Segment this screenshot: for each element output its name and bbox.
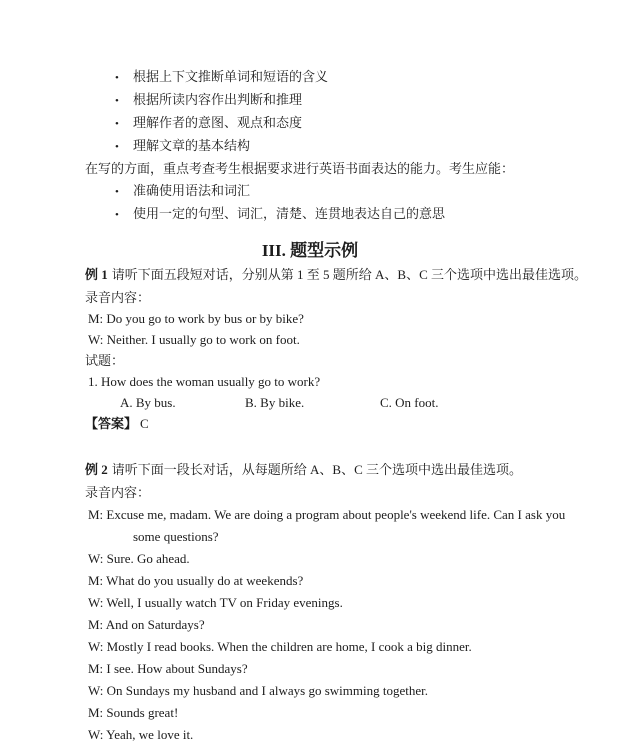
list-item xyxy=(115,203,620,226)
bullet-icon: • xyxy=(115,186,119,198)
example2-heading xyxy=(85,458,620,482)
list-item xyxy=(115,135,620,158)
answer-label: 【答案】 xyxy=(85,416,138,431)
option-c: C. On foot. xyxy=(380,395,439,410)
answer-value: C xyxy=(140,416,149,431)
dialogue-line: M: I see. How about Sundays? xyxy=(88,661,248,676)
bullet-text: 理解文章的基本结构 xyxy=(133,138,251,153)
example1-instruction: 请听下面五段短对话，分别从第 1 至 5 题所给 A、B、C 三个选项中选出最佳选项。 xyxy=(111,267,587,282)
writing-skills-list xyxy=(0,180,620,226)
option-b: B. By bike. xyxy=(245,395,305,410)
example1-options-row xyxy=(0,392,620,413)
list-item xyxy=(115,180,620,203)
dialogue-line: M: And on Saturdays? xyxy=(88,617,205,632)
dialogue-line: M: Do you go to work by bus or by bike? xyxy=(88,311,304,326)
example2-instruction: 请听下面一段长对话，从每题所给 A、B、C 三个选项中选出最佳选项。 xyxy=(111,462,522,477)
reading-skills-list xyxy=(0,66,620,158)
dialogue-line: W: Neither. I usually go to work on foot. xyxy=(88,332,300,347)
example1-answer-line xyxy=(85,413,620,434)
bullet-text: 准确使用语法和词汇 xyxy=(133,183,251,198)
bullet-text: 根据所读内容作出判断和推理 xyxy=(133,92,303,107)
dialogue-line: W: On Sundays my husband and I always go swimming together. xyxy=(88,683,429,698)
bullet-text: 根据上下文推断单词和短语的含义 xyxy=(133,69,329,84)
bullet-icon: • xyxy=(115,72,119,84)
bullet-text: 理解作者的意图、观点和态度 xyxy=(133,115,303,130)
bullet-icon: • xyxy=(115,209,119,221)
list-item xyxy=(115,66,620,89)
example1-recording-label: 录音内容： xyxy=(85,290,151,305)
bullet-icon: • xyxy=(115,95,119,107)
example2-recording-label: 录音内容： xyxy=(85,485,151,500)
example1-question-label: 试题： xyxy=(85,353,125,368)
dialogue-continuation: some questions? xyxy=(133,529,219,544)
bullet-icon: • xyxy=(115,118,119,130)
dialogue-line: W: Yeah, we love it. xyxy=(88,727,194,742)
dialogue-line: W: Sure. Go ahead. xyxy=(88,551,190,566)
example1-heading xyxy=(85,263,620,287)
dialogue-line: M: Sounds great! xyxy=(88,705,179,720)
list-item xyxy=(115,112,620,135)
section-title: III. 题型示例 xyxy=(261,241,359,260)
example2-label: 例 2 xyxy=(85,462,108,477)
example1-label: 例 1 xyxy=(85,267,108,282)
dialogue-line: M: What do you usually do at weekends? xyxy=(88,573,304,588)
example1-question: 1. How does the woman usually go to work? xyxy=(88,374,321,389)
option-a: A. By bus. xyxy=(120,395,176,410)
dialogue-line: W: Well, I usually watch TV on Friday evenings. xyxy=(88,595,343,610)
writing-intro-paragraph: 在写的方面，重点考查考生根据要求进行英语书面表达的能力。考生应能： xyxy=(85,161,515,176)
bullet-text: 使用一定的句型、词汇，清楚、连贯地表达自己的意思 xyxy=(133,206,446,221)
bullet-icon: • xyxy=(115,141,119,153)
dialogue-line: M: Excuse me, madam. We are doing a program about people's weekend life. Can I ask you xyxy=(88,507,566,522)
list-item xyxy=(115,89,620,112)
dialogue-line: W: Mostly I read books. When the children are home, I cook a big dinner. xyxy=(88,639,472,654)
